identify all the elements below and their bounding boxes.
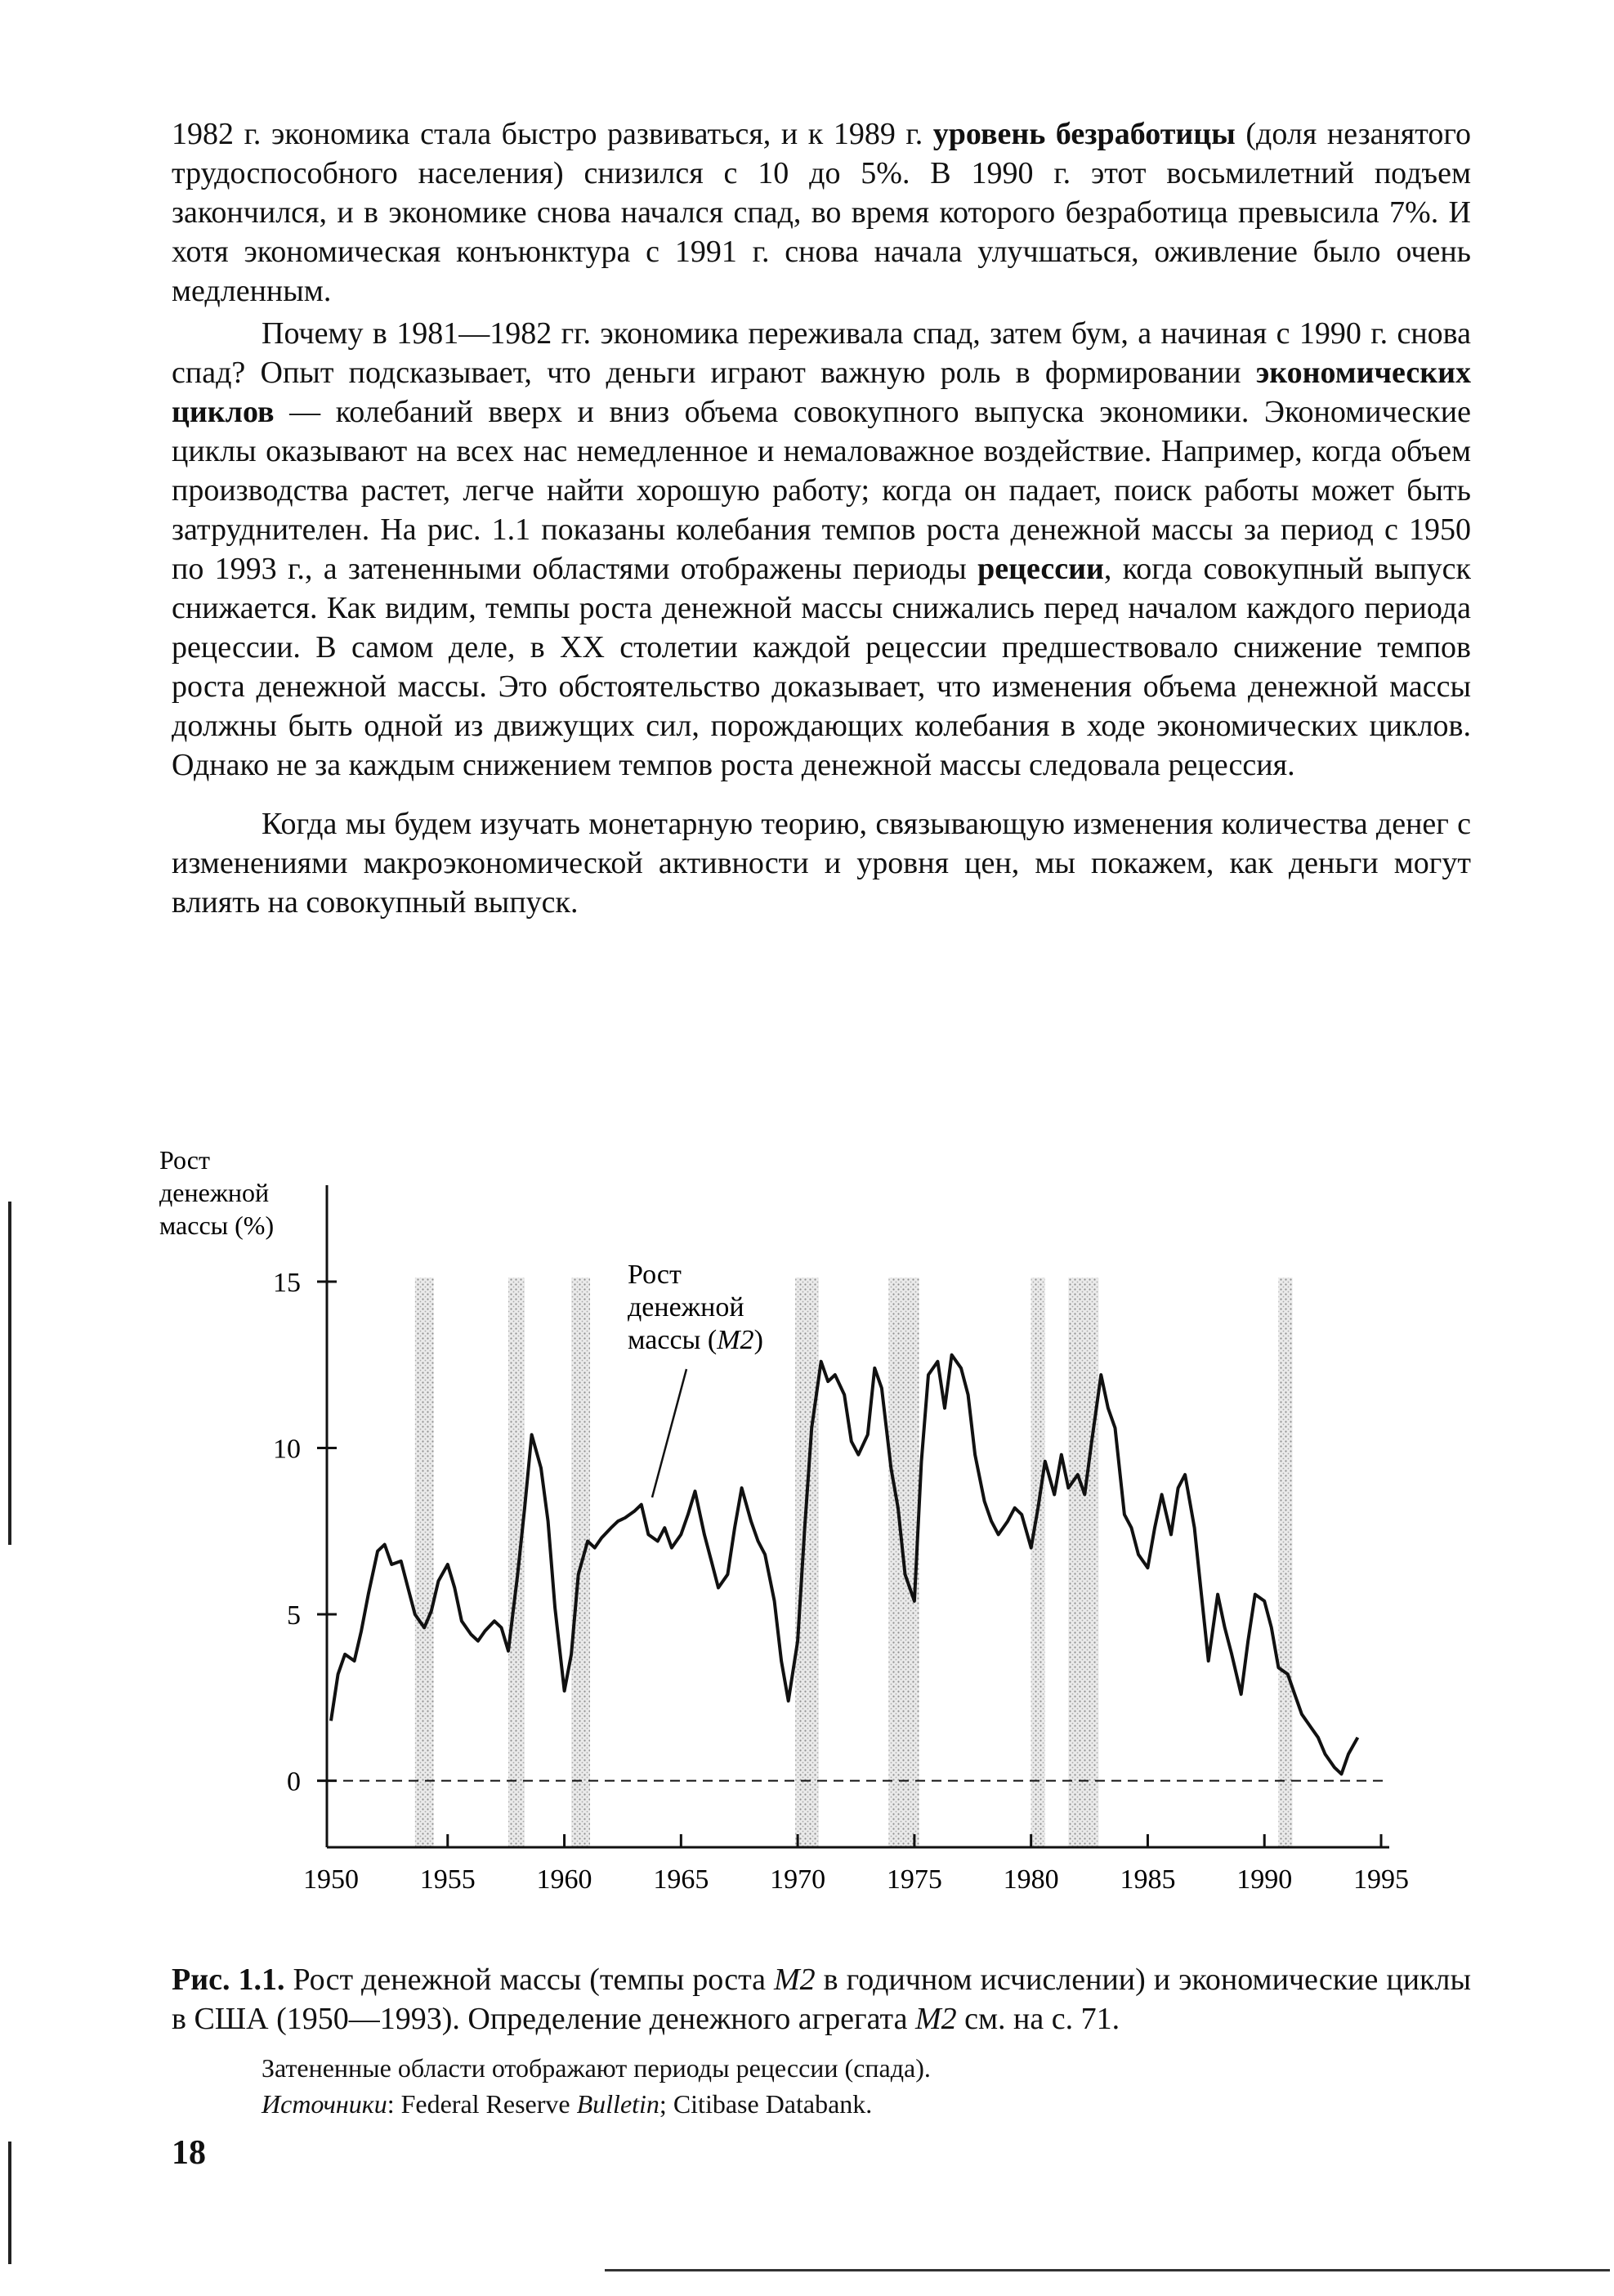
paragraph-1	[172, 114, 1471, 311]
recession-band	[1031, 1278, 1045, 1847]
bottom-rule	[605, 2269, 1610, 2271]
caption-text-1: Рост денежной массы (темпы роста	[284, 1963, 775, 1997]
x-tick-label: 1960	[536, 1864, 592, 1895]
body-text	[172, 114, 1471, 922]
caption-m2-a: M2	[774, 1963, 816, 1997]
money-growth-chart	[123, 1136, 1430, 1904]
text-run: 1982 г. экономика стала быстро развиваться, и к 1989 г.	[172, 117, 933, 151]
text-run: — колебаний вверх и вниз объема совокупного выпуска экономики. Экономические циклы оказывают на всех нас немедленное и немаловажное воздействие. Например, когда объем производства растет, легче найти хорошую работу; когда он падает, поиск работы может быть затруднителен. На рис. 1.1 показаны колебания темпов роста денежной массы за период с 1950 по 1993 г., а затененными областями отображены периоды	[172, 395, 1471, 586]
series-label-text: массы (	[628, 1325, 718, 1355]
series-label-line-2: денежной	[628, 1292, 744, 1323]
text-run: Почему в 1981—1982 гг. экономика переживала спад, затем бум, а начиная с 1990 г. снова спад? Опыт подсказывает, что деньги играют важную роль в формировании	[172, 316, 1471, 390]
text-run: , когда совокупный выпуск снижается. Как видим, темпы роста денежной массы снижались перед началом каждого периода рецессии. В самом деле, в XX столетии каждой рецессии предшествовало снижение темпов роста денежной массы. Это обстоятельство доказывает, что изменения объема денежной массы должны быть одной из движущих сил, порождающих колебания в ходе экономических циклов. Однако не за каждым снижением темпов роста денежной массы следовала рецессия.	[172, 552, 1472, 782]
page-number: 18	[172, 2134, 206, 2172]
x-tick-label: 1950	[303, 1864, 359, 1895]
x-tick-label: 1975	[886, 1864, 942, 1895]
series-label-m2: M2	[717, 1325, 754, 1355]
recession-band	[508, 1278, 525, 1847]
paragraph-3	[172, 804, 1471, 922]
caption-m2-b: M2	[914, 2002, 957, 2036]
x-tick-label: 1990	[1236, 1864, 1293, 1895]
recession-band	[1068, 1278, 1098, 1847]
x-tick-label: 1955	[419, 1864, 476, 1895]
series-label-line-1: Рост	[628, 1260, 682, 1290]
scan-edge-mark	[8, 2142, 11, 2264]
recession-shading-layer	[415, 1278, 1293, 1847]
text-run: Когда мы будем изучать монетарную теорию, связывающую изменения количества денег с изменениями макроэкономической активности и уровня цен, мы покажем, как деньги могут влиять на совокупный выпуск.	[172, 807, 1471, 920]
text-run: (доля незанятого трудоспособного населения) снизился с 10 до 5%. В 1990 г. этот восьмилетний подъем закончился, и в экономике снова начался спад, во время которого безработица превысила 7%. И хотя экономическая конъюнктура с 1991 г. снова начала улучшаться, оживление было очень медленным.	[172, 117, 1472, 308]
caption-text-2: в годичном исчислении) и экономические циклы в США (1950—1993). Определение денежного агрегата	[172, 1963, 1471, 2036]
recession-band	[1278, 1278, 1292, 1847]
y-tick-label: 5	[287, 1600, 301, 1631]
bold-term: рецессии	[977, 552, 1104, 586]
y-axis-label-line-2: денежной	[159, 1178, 270, 1207]
recession-band	[415, 1278, 434, 1847]
y-axis-label-line-3: массы (%)	[159, 1211, 275, 1240]
recession-band	[795, 1278, 819, 1847]
y-tick-label: 0	[287, 1766, 301, 1797]
sources-bulletin: Bulletin	[576, 2089, 659, 2119]
figure-caption	[172, 1960, 1471, 2039]
m2-growth-line	[331, 1355, 1357, 1775]
y-tick-label: 15	[273, 1268, 301, 1298]
scan-edge-mark	[8, 1202, 11, 1545]
paragraph-2	[172, 314, 1471, 785]
sources-separator: : Federal Reserve	[387, 2089, 577, 2119]
series-label-text: )	[753, 1325, 763, 1355]
caption-text-3: см. на с. 71.	[956, 2002, 1120, 2036]
x-tick-label: 1995	[1353, 1864, 1409, 1895]
figure-notes	[262, 2050, 1471, 2122]
bold-term: экономических циклов	[172, 356, 1471, 429]
sources-end: ; Citibase Databank.	[659, 2089, 873, 2119]
tick-layer	[273, 1268, 1409, 1895]
sources-note	[262, 2086, 1471, 2122]
series-label-line-3	[628, 1325, 763, 1355]
caption-label: Рис. 1.1.	[172, 1963, 285, 1997]
series-label-pointer	[652, 1369, 686, 1497]
x-tick-label: 1980	[1003, 1864, 1059, 1895]
x-tick-label: 1985	[1120, 1864, 1176, 1895]
x-tick-label: 1970	[770, 1864, 826, 1895]
y-tick-label: 10	[273, 1434, 301, 1465]
y-axis-label-line-1: Рост	[159, 1145, 210, 1175]
bold-term: уровень безработицы	[932, 117, 1236, 151]
sources-label: Источники	[262, 2089, 387, 2119]
shaded-areas-note: Затененные области отображают периоды рецессии (спада).	[262, 2053, 931, 2083]
x-tick-label: 1965	[653, 1864, 709, 1895]
